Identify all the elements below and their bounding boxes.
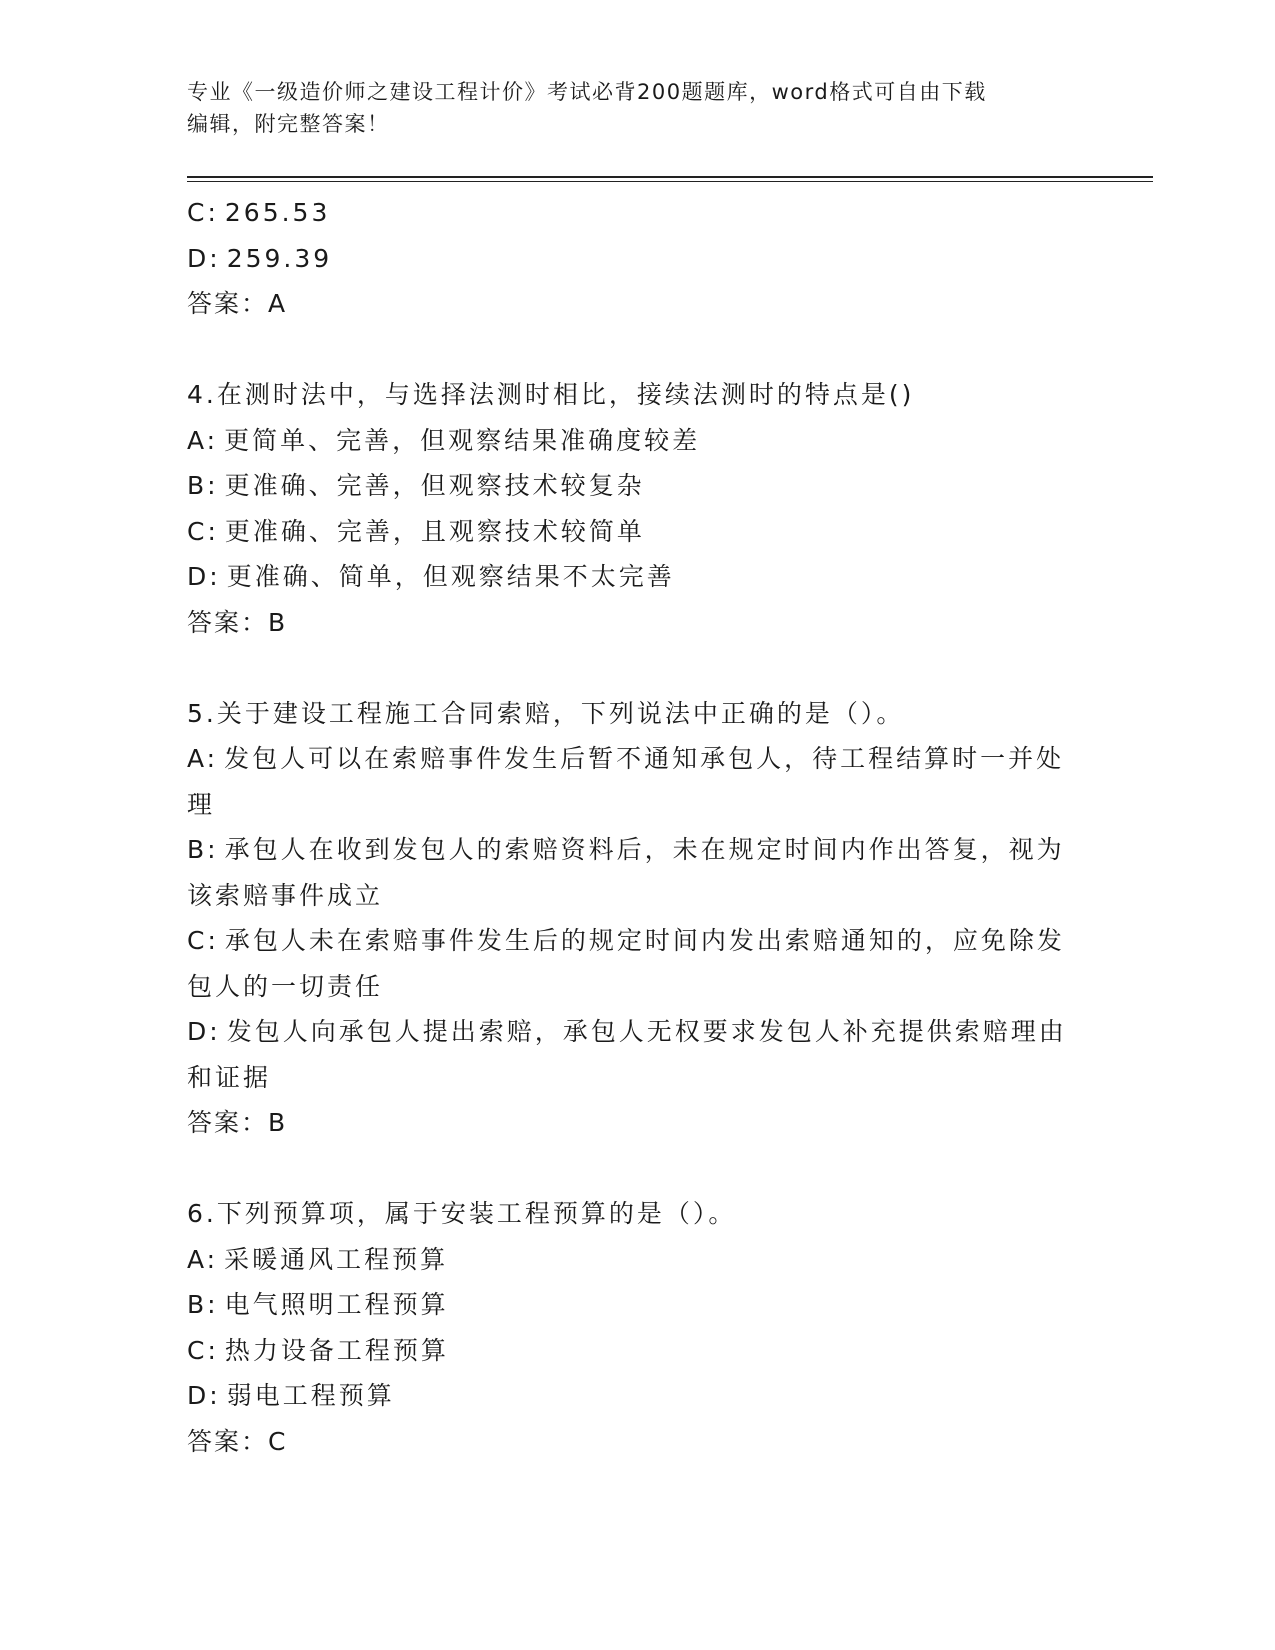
option-b: B: 电气照明工程预算 — [187, 1290, 449, 1319]
answer-line: 答案：C — [187, 1426, 288, 1456]
option-d: D: 发包人向承包人提出索赔，承包人无权要求发包人补充提供索赔理由和证据 — [187, 1017, 1067, 1092]
question-stem: 4.在测时法中，与选择法测时相比，接续法测时的特点是() — [187, 380, 915, 409]
question-content — [187, 190, 1087, 1464]
option-c: C: 承包人未在索赔事件发生后的规定时间内发出索赔通知的，应免除发包人的一切责任 — [187, 926, 1065, 1001]
question-6 — [187, 1191, 1087, 1464]
option-d: D: 259.39 — [187, 243, 333, 273]
question-4 — [187, 372, 1087, 645]
option-d: D: 更准确、简单，但观察结果不太完善 — [187, 562, 675, 591]
answer-line: 答案：B — [187, 1108, 288, 1137]
answer-line: 答案：B — [187, 607, 288, 637]
option-a: A: 采暖通风工程预算 — [187, 1244, 449, 1274]
header-line-1: 专业《一级造价师之建设工程计价》考试必背200题题库，word格式可自由下载 — [187, 80, 987, 104]
option-c: C: 265.53 — [187, 198, 331, 227]
header-line-2: 编辑，附完整答案！ — [187, 112, 390, 136]
page-header — [187, 76, 1087, 140]
header-divider-thin — [187, 181, 1153, 182]
option-c: C: 更准确、完善，且观察技术较简单 — [187, 516, 645, 546]
question-stem: 5.关于建设工程施工合同索赔，下列说法中正确的是（）。 — [187, 698, 905, 728]
option-b: B: 更准确、完善，但观察技术较复杂 — [187, 471, 645, 500]
option-a: A: 更简单、完善，但观察结果准确度较差 — [187, 425, 701, 455]
question-stem: 6.下列预算项，属于安装工程预算的是（）。 — [187, 1199, 737, 1228]
option-c: C: 热力设备工程预算 — [187, 1335, 449, 1365]
answer-line: 答案：A — [187, 289, 288, 318]
question-5 — [187, 691, 1087, 1146]
question-3-continuation — [187, 190, 1087, 327]
header-divider-thick — [187, 176, 1153, 178]
option-d: D: 弱电工程预算 — [187, 1381, 395, 1410]
option-b: B: 承包人在收到发包人的索赔资料后，未在规定时间内作出答复，视为该索赔事件成立 — [187, 835, 1065, 910]
option-a: A: 发包人可以在索赔事件发生后暂不通知承包人，待工程结算时一并处理 — [187, 744, 1065, 819]
